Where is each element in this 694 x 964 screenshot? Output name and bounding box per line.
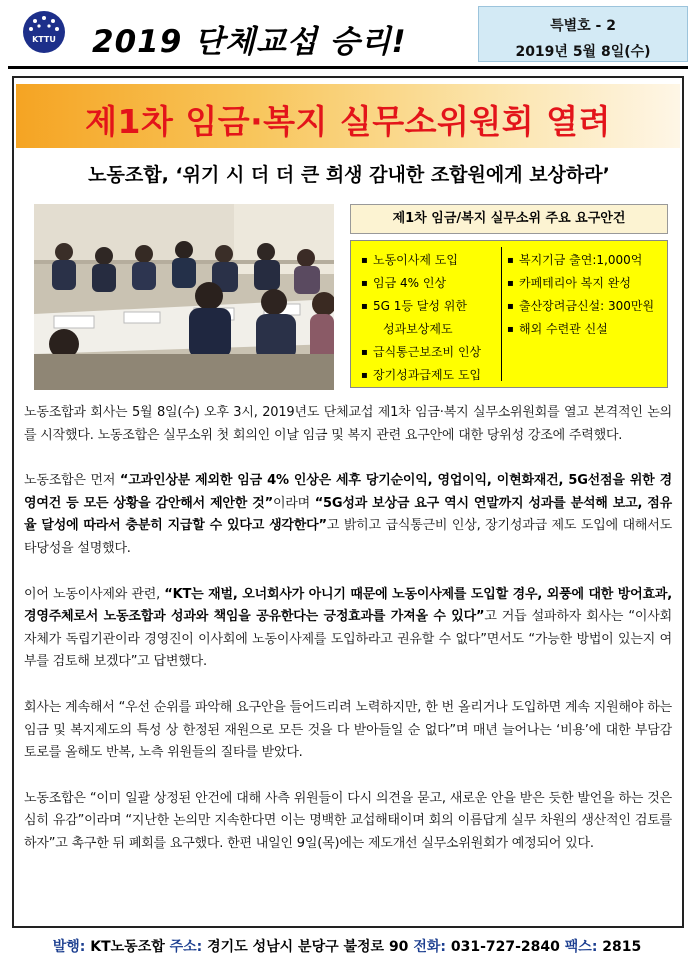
meeting-photo [34,204,334,390]
phone-label: 전화: [413,939,446,955]
publisher-label: 발행: [52,939,86,955]
newsletter-title: 2019 단체교섭 승리! [92,24,407,60]
logo-text: KTTU [32,35,56,44]
headline-band [16,84,680,148]
issue-info-box [478,6,688,62]
article-paragraph: 회사는 계속해서 “우선 순위를 파악해 요구안을 들어드리려 노력하지만, 한 번 올리거나 도입하면 계속 지원해야 하는 임금 및 복지제도의 특성 상 한정된 재원으로 모든 것을 다 받아들일 순 없다”며 매년 늘어나는 ‘비용’에 대한 부담감 토로를 올해도 반복, 노측 위원들의 질타를 받았다. [24,699,672,761]
fax-label: 팩스: [564,939,598,955]
demands-list-right [507,249,667,341]
paragraph-text: 이라며 [272,495,315,511]
publisher-footer [0,936,694,956]
demand-item: ▪ 해외 수련관 신설 [507,318,667,341]
demand-item: ▪ 노동이사제 도입 [361,249,501,272]
demand-item: ▪ 장기성과급제도 도입 [361,364,501,387]
issue-date: 2019년 5월 8일(수) [515,44,651,60]
article-paragraph: 노동조합은 “이미 일괄 상정된 안건에 대해 사측 위원들이 다시 의견을 묻고, 새로운 안을 받은 듯한 발언을 하는 것은 심히 유감”이라며 “지난한 논의만 지속한다면 이는 명백한 교섭해태이며 회의 이름답게 실무 차원의 생산적인 검토를 하자”고 촉구한 뒤 폐회를 요구했다. 한편 내일인 9일(목)에는 제도개선 실무소위원회가 예정되어 있다. [24,790,672,851]
article-paragraph [24,584,672,674]
quote-bold: “고과인상분 제외한 임금 4% 인상은 세후 당기순이익, 영업이익, 이현화재건, 5G선점을 위한 경영여건 등 모든 상황을 감안해서 제안한 것” [24,473,672,511]
paragraph-text: 고 거듭 설파하자 회사는 “이사회 자체가 독립기관이라 경영진이 이사회에 노동이사제를 도입하라고 권유할 수 없다”면서도 “가능한 방법이 있는지 여부를 검토해 보겠다”고 답변했다. [24,609,673,670]
demand-item: ▪ 출산장려금신설: 300만원 [507,295,667,318]
publisher-name: KT노동조합 [90,939,165,955]
demands-list-left [361,249,501,387]
paragraph-text: 이어 노동이사제와 관련, [24,586,165,602]
address-label: 주소: [169,939,203,955]
demand-item: ▪ 복지기금 출연:1,000억 [507,249,667,272]
demand-item: ▪ 카페테리아 복지 완성 [507,272,667,295]
quote-bold: “KT는 재벌, 오너회사가 아니기 때문에 노동이사제를 도입할 경우, 외풍에 대한 방어효과, 경영주체로서 노동조합과 성과와 책임을 공유한다는 긍정효과를 가져올 수 있다” [24,586,672,625]
newsletter-header [8,6,688,62]
demand-item: ▪ 임금 4% 인상 [361,272,501,295]
quote-bold: “5G성과 보상금 요구 역시 연말까지 성과를 분석해 보고, 점유율 달성에 따라서 충분히 지급할 수 있다고 생각한다” [24,495,672,534]
demands-box [350,240,668,388]
subheadline: 노동조합, ‘위기 시 더 더 큰 희생 감내한 조합원에게 보상하라’ [88,164,610,186]
demand-item: ▪ 급식통근보조비 인상 [361,341,501,364]
main-headline: 제1차 임금·복지 실무소위원회 열려 [85,102,611,141]
demand-item-continuation: 성과보상제도 [383,322,453,336]
fax-value: 2815 [602,939,642,955]
kttu-logo [22,10,66,54]
phone-value: 031-727-2840 [450,939,560,955]
paragraph-text: 고 밝히고 급식통근비 인상, 장기성과급 제도 도입에 대해서도 타당성을 설명했다. [24,518,672,556]
paragraph-text: 노동조합은 먼저 [24,473,120,489]
address-value: 경기도 성남시 분당구 불정로 90 [207,939,409,955]
header-divider [8,66,688,69]
issue-label: 특별호 - 2 [550,18,616,34]
demands-divider [501,247,502,381]
demands-title: 제1차 임금/복지 실무소위 주요 요구안건 [350,204,668,234]
article-body [24,402,672,879]
article-paragraph [24,470,672,560]
article-paragraph: 노동조합과 회사는 5월 8일(수) 오후 3시, 2019년도 단체교섭 제1차 임금·복지 실무소위원회를 열고 본격적인 논의를 시작했다. 노동조합은 실무소위 첫 회의인 이날 임금 및 복지 관련 요구안에 대한 당위성 강조에 주력했다. [24,405,672,443]
demand-item: ▪ 5G 1등 달성 위한 [361,295,501,318]
